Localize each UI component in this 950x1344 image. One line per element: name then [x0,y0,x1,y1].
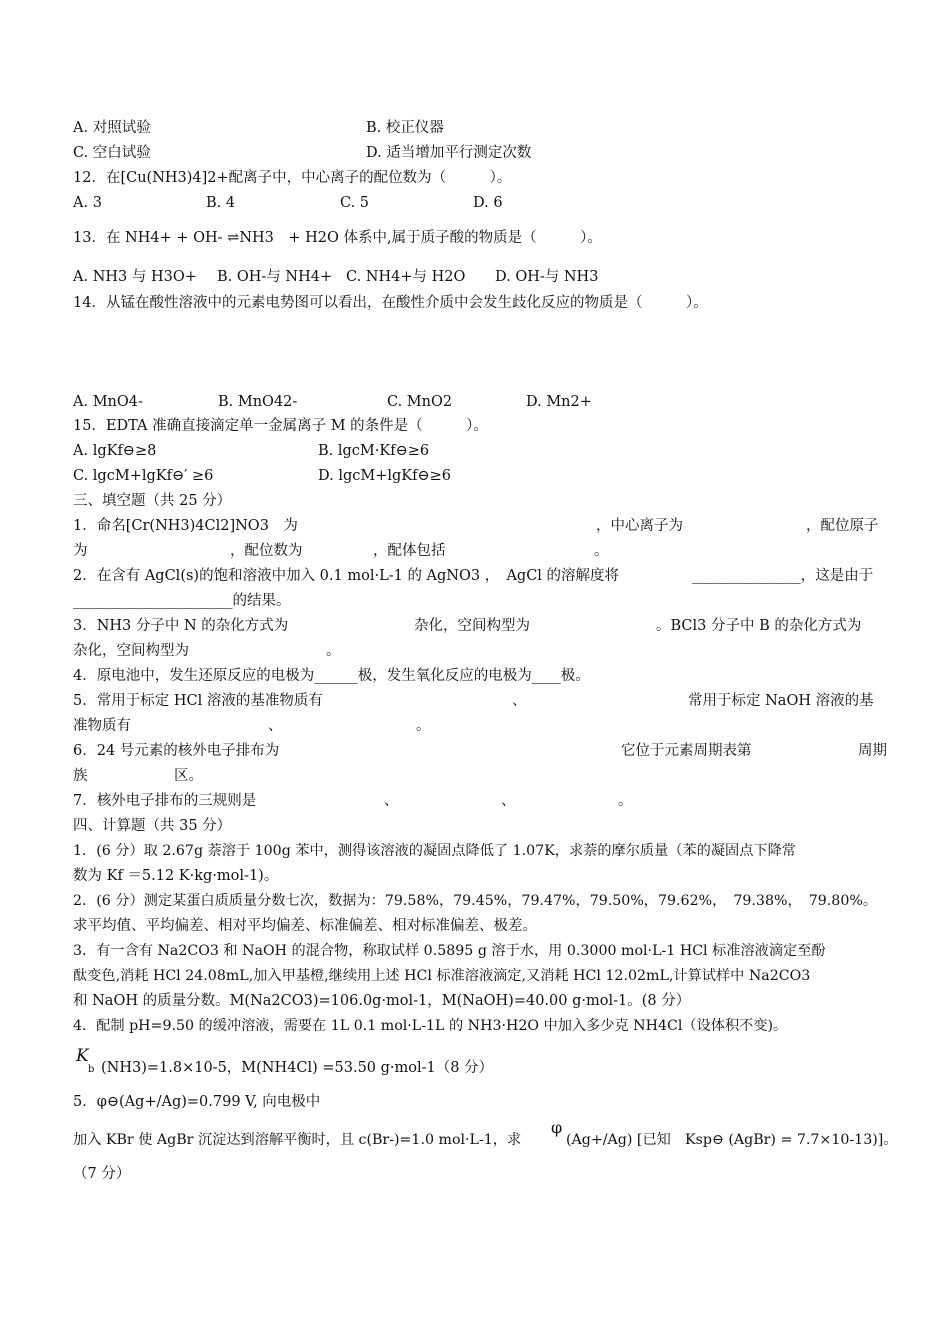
calc-q1-line1: 1．(6 分）取 2.67g 萘溶于 100g 苯中，测得该溶液的凝固点降低了 1.07K，求萘的摩尔质量（苯的凝固点下降常 [73,843,796,859]
q15-stem: 15．EDTA 准确直接滴定单一金属离子 M 的条件是（ ）。 [73,418,488,434]
fill-q3-text-b: 杂化，空间构型为 [414,618,530,634]
fill-q3-line2-b: 。 [326,643,341,659]
fill-q6-text-b: 它位于元素周期表第 [621,743,752,759]
fill-q5-line2-c: 。 [416,718,431,734]
fill-q3-text-c: 。BCl3 分子中 B 的杂化方式为 [656,618,862,634]
q13-option-d: D. OH-与 NH3 [495,269,599,285]
fill-q5-line2-b: 、 [268,718,283,734]
calc-q4-line1: 4．配制 pH=9.50 的缓冲溶液，需要在 1L 0.1 mol·L-1L 的 NH3·H2O 中加入多少克 NH4Cl（设体积不变)。 [73,1018,788,1034]
calc-q5-line1: 5．φ⊖(Ag+/Ag)=0.799 V, 向电极中 [73,1094,321,1110]
q14-option-c: C. MnO2 [387,394,453,410]
calc-q5-phi-symbol: φ [551,1118,563,1137]
q11-option-c: C. 空白试验 [73,145,151,161]
q12-option-c: C. 5 [340,195,370,211]
q11-option-a: A. 对照试验 [73,120,151,136]
fill-q3-line2-a: 杂化，空间构型为 [73,643,189,659]
q11-option-b: B. 校正仪器 [366,120,444,136]
fill-q1-text: 1．命名[Cr(NH3)4Cl2]NO3 为 [73,518,298,534]
calc-q3-line1: 3．有一含有 Na2CO3 和 NaOH 的混合物，称取试样 0.5895 g 溶于水，用 0.3000 mol·L-1 HCl 标准溶液滴定至酚 [73,943,826,959]
q15-option-a: A. lgKf⊖≥8 [73,443,157,459]
fill-q1-text-center: ，中心离子为 [596,518,683,534]
calc-q4-k-symbol: K [76,1046,89,1066]
fill-q2-text: 2．在含有 AgCl(s)的饱和溶液中加入 0.1 mol·L-1 的 AgNO3 ， AgCl 的溶解度将 [73,568,620,584]
section3-heading: 三、填空题（共 25 分） [73,493,232,509]
q13-stem: 13．在 NH4+ + OH- ⇌NH3 + H2O 体系中,属于质子酸的物质是（ ）。 [73,230,602,246]
calc-q5-line3: （7 分） [73,1166,131,1182]
calc-q5-line2a: 加入 KBr 使 AgBr 沉淀达到溶解平衡时，且 c(Br-)=1.0 mol·L-1，求 [73,1132,522,1148]
fill-q7-text-c: 、 [501,793,516,809]
q12-option-a: A. 3 [73,195,102,211]
q14-option-b: B. MnO42- [218,394,298,410]
section4-heading: 四、计算题（共 35 分） [73,818,232,834]
fill-q7-text: 7．核外电子排布的三规则是 [73,793,257,809]
q15-option-d: D. lgcM+lgKf⊖≥6 [318,468,452,484]
fill-q7-text-b: 、 [384,793,399,809]
q12-option-b: B. 4 [206,195,236,211]
fill-q6-line2-b: 区。 [174,768,203,784]
fill-q6-line2-a: 族 [73,768,88,784]
fill-q1-text-coord: ，配位原子 [806,518,879,534]
fill-q6-text-c: 周期 [858,743,887,759]
fill-q6-text: 6．24 号元素的核外电子排布为 [73,743,280,759]
calc-q1-line2: 数为 Kf ＝5.12 K·kg·mol-1)。 [73,868,279,884]
calc-q4-k-subscript: b [88,1064,95,1075]
fill-q3-text: 3．NH3 分子中 N 的杂化方式为 [73,618,289,634]
fill-q4-text: 4．原电池中，发生还原反应的电极为______极，发生氧化反应的电极为____极。 [73,668,590,684]
q12-stem: 12．在[Cu(NH3)4]2+配离子中，中心离子的配位数为（ ）。 [73,170,512,186]
q14-stem: 14．从锰在酸性溶液中的元素电势图可以看出，在酸性介质中会发生歧化反应的物质是（ ）。 [73,295,708,311]
fill-q5-text: 5．常用于标定 HCl 溶液的基准物质有 [73,693,323,709]
q11-option-d: D. 适当增加平行测定次数 [366,145,532,161]
calc-q2-line1: 2．(6 分）测定某蛋白质质量分数七次，数据为：79.58%，79.45%，79.47%，79.50%，79.62%， 79.38%， 79.80%。 [73,893,878,909]
fill-q5-line2-a: 准物质有 [73,718,131,734]
fill-q2-text-b: _______________，这是由于 [692,568,874,584]
q15-option-b: B. lgcM·Kf⊖≥6 [318,443,430,459]
fill-q1-line2-d: 。 [594,543,609,559]
q14-option-a: A. MnO4- [73,394,143,410]
calc-q2-line2: 求平均值、平均偏差、相对平均偏差、标准偏差、相对标准偏差、极差。 [73,918,537,934]
fill-q5-text-b: 、 [512,693,527,709]
fill-q1-line2-a: 为 [73,543,88,559]
calc-q4-line2: (NH3)=1.8×10-5，M(NH4Cl) =53.50 g·mol-1（8 分） [101,1060,494,1076]
q13-option-b: B. OH-与 NH4+ [217,269,333,285]
q13-option-c: C. NH4+与 H2O [346,269,466,285]
fill-q5-text-c: 常用于标定 NaOH 溶液的基 [688,693,874,709]
q12-option-d: D. 6 [473,195,503,211]
q14-option-d: D. Mn2+ [526,394,592,410]
q13-option-a: A. NH3 与 H3O+ [73,269,197,285]
calc-q3-line3: 和 NaOH 的质量分数。M(Na2CO3)=106.0g·mol-1，M(NaOH)=40.00 g·mol-1。(8 分） [73,993,691,1009]
calc-q3-line2: 酞变色,消耗 HCl 24.08mL,加入甲基橙,继续用上述 HCl 标准溶液滴定,又消耗 HCl 12.02mL,计算试样中 Na2CO3 [73,968,811,984]
fill-q1-line2-b: ，配位数为 [230,543,303,559]
calc-q5-line2b: (Ag+/Ag) [已知 Ksp⊖ (AgBr) = 7.7×10-13)]。 [566,1132,898,1148]
q15-option-c: C. lgcM+lgKf⊖′ ≥6 [73,468,214,484]
fill-q1-line2-c: ，配体包括 [373,543,446,559]
fill-q7-text-d: 。 [618,793,633,809]
fill-q2-line2: ______________________的结果。 [73,593,291,609]
